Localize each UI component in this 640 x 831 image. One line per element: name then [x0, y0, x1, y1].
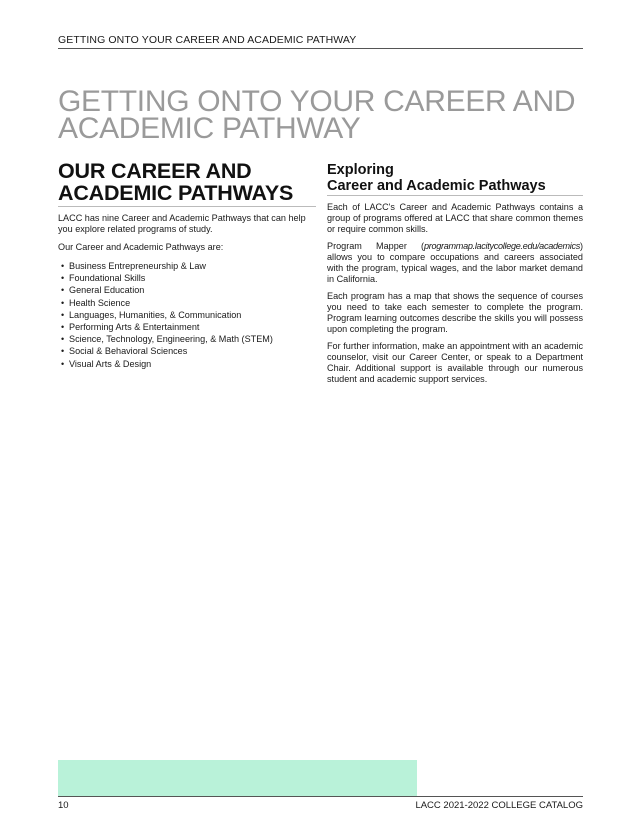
pathway-label: General Education	[69, 285, 145, 296]
list-item	[58, 284, 316, 296]
exploring-heading	[327, 163, 583, 196]
pathways-heading: OUR CAREER AND ACADEMIC PATHWAYS	[58, 160, 316, 207]
list-item	[58, 297, 316, 309]
program-mapper-link[interactable]: programmap.lacitycollege.edu/academics	[424, 241, 580, 251]
bullet-icon: •	[61, 322, 65, 333]
pathways-list-intro: Our Career and Academic Pathways are:	[58, 242, 224, 252]
header-divider	[58, 48, 583, 49]
exploring-paragraph-3: Each program has a map that shows the sequence of courses you need to take each semester to complete the program. Program learning outcomes describe the skills you will possess upon completing the program.	[327, 291, 583, 334]
pathway-label: Health Science	[69, 297, 131, 308]
pathway-label: Foundational Skills	[69, 273, 146, 284]
list-item	[58, 345, 316, 357]
pathway-label: Business Entrepreneurship & Law	[69, 261, 206, 271]
list-item	[58, 333, 316, 345]
bullet-icon: •	[61, 346, 65, 357]
footer-divider	[58, 796, 583, 797]
mapper-text-end: ) allows you to compare occupations and careers associated with the program, typical wages, and the labor market demand in California.	[327, 241, 583, 284]
bullet-icon: •	[61, 273, 65, 284]
pathway-label: Social & Behavioral Sciences	[69, 346, 188, 357]
list-item	[58, 358, 316, 370]
pathway-label: Performing Arts & Entertainment	[69, 322, 200, 333]
exploring-heading-line2: Career and Academic Pathways	[327, 177, 546, 194]
exploring-heading-line1: Exploring	[327, 162, 394, 178]
exploring-paragraph-4: For further information, make an appointment with an academic counselor, visit our Career Center, or speak to a Department Chair. Additional support is available through our numerous student and academic support services.	[327, 341, 583, 384]
bullet-icon: •	[61, 297, 65, 308]
list-item	[58, 260, 316, 272]
left-column	[58, 160, 316, 370]
right-column	[327, 160, 583, 385]
list-item	[58, 309, 316, 321]
bullet-icon: •	[61, 358, 65, 369]
pathway-label: Science, Technology, Engineering, & Math (STEM)	[69, 334, 273, 345]
list-item	[58, 272, 316, 284]
catalog-title: LACC 2021-2022 COLLEGE CATALOG	[415, 800, 583, 811]
pathways-list	[58, 260, 316, 370]
pathway-label: Languages, Humanities, & Communication	[69, 309, 242, 320]
bullet-icon: •	[61, 261, 65, 271]
bullet-icon: •	[61, 334, 65, 345]
mapper-text-start: Program Mapper (	[327, 241, 425, 251]
bullet-icon: •	[61, 309, 65, 320]
list-item	[58, 321, 316, 333]
running-header: GETTING ONTO YOUR CAREER AND ACADEMIC PATHWAY	[58, 34, 357, 46]
exploring-paragraph-1: Each of LACC's Career and Academic Pathways contains a group of programs offered at LACC that share common themes or require common skills.	[327, 202, 583, 234]
section-title: GETTING ONTO YOUR CAREER AND ACADEMIC PATHWAY	[58, 85, 576, 145]
exploring-paragraph-2	[327, 241, 583, 285]
accent-box	[58, 760, 417, 796]
pathway-label: Visual Arts & Design	[69, 358, 152, 369]
pathways-intro: LACC has nine Career and Academic Pathways that can help you explore related programs of study.	[58, 213, 306, 234]
page-number: 10	[58, 800, 69, 811]
bullet-icon: •	[61, 285, 65, 296]
